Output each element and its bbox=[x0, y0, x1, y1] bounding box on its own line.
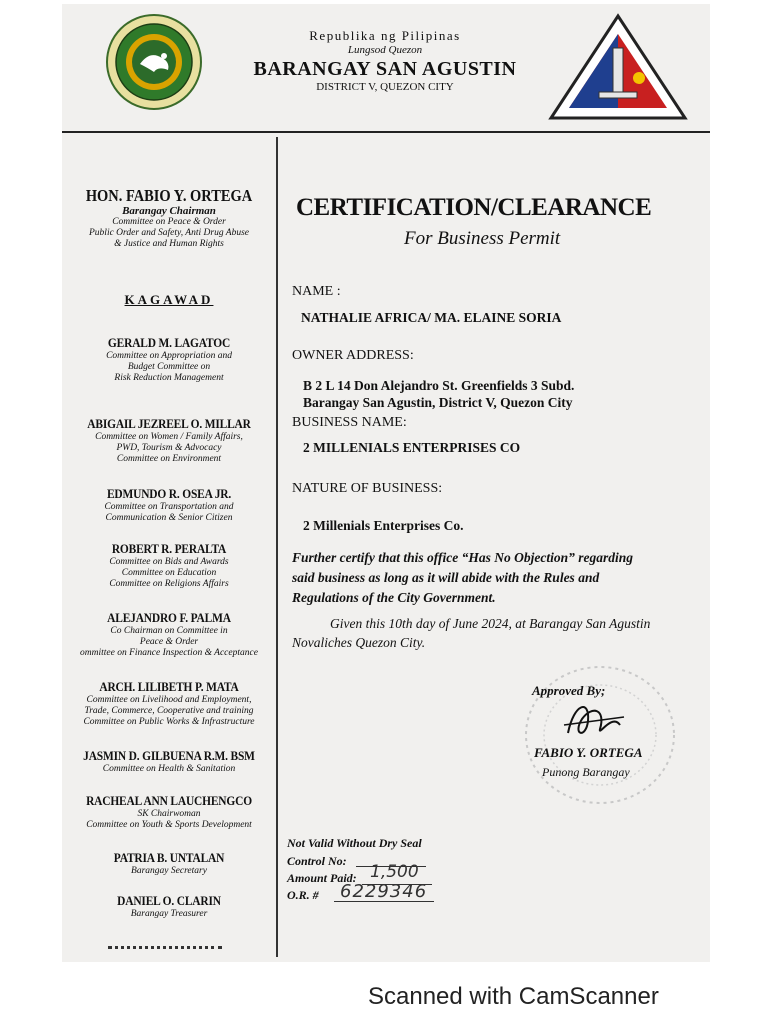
member-block bbox=[64, 793, 274, 831]
address-line-2: Barangay San Agustin, District V, Quezon City bbox=[303, 395, 573, 410]
certification-statement bbox=[292, 548, 633, 608]
chairman-title: Barangay Chairman bbox=[122, 205, 216, 217]
member-name: RACHEAL ANN LAUCHENGCO bbox=[86, 793, 252, 808]
header-divider bbox=[62, 131, 710, 133]
member-committee: Committee on Youth & Sports Development bbox=[86, 820, 252, 830]
nature-value: 2 Millenials Enterprises Co. bbox=[303, 518, 464, 533]
member-committee: Peace & Order bbox=[139, 637, 199, 647]
or-number-value: 6229346 bbox=[340, 881, 428, 902]
kagawad-heading: KAGAWAD bbox=[124, 292, 214, 307]
or-number-label: O.R. # bbox=[287, 888, 319, 902]
member-committee: Barangay Secretary bbox=[131, 866, 207, 876]
approved-by-label: Approved By; bbox=[532, 683, 606, 698]
signatory-title: Punong Barangay bbox=[542, 765, 630, 779]
member-block bbox=[64, 679, 274, 728]
member-committee: Committee on Women / Family Affairs, bbox=[95, 432, 243, 442]
chairman-committee: Public Order and Safety, Anti Drug Abuse bbox=[89, 228, 249, 238]
member-committee: Communication & Senior Citizen bbox=[105, 513, 233, 523]
member-committee: Committee on Transportation and bbox=[104, 502, 234, 512]
name-label: NAME : bbox=[292, 284, 341, 299]
dry-seal-notice: Not Valid Without Dry Seal bbox=[287, 836, 422, 850]
certify-line: Regulations of the City Government. bbox=[292, 590, 496, 605]
given-line-1: Given this 10th day of June 2024, at Barangay San Agustin bbox=[330, 616, 651, 631]
address-label: OWNER ADDRESS: bbox=[292, 348, 414, 363]
member-name: PATRIA B. UNTALAN bbox=[113, 850, 225, 865]
certify-line: Further certify that this office “Has No Objection” regarding bbox=[292, 550, 634, 565]
certify-line: said business as long as it will abide with the Rules and bbox=[292, 570, 600, 585]
member-name: GERALD M. LAGATOC bbox=[107, 335, 231, 350]
member-committee: Committee on Bids and Awards bbox=[109, 557, 229, 567]
control-no-label: Control No: bbox=[287, 854, 347, 868]
republic-line: Republika ng Pilipinas bbox=[309, 28, 461, 43]
member-block bbox=[64, 541, 274, 590]
chairman-block bbox=[64, 186, 274, 250]
business-name-value: 2 MILLENIALS ENTERPRISES CO bbox=[303, 440, 521, 455]
member-committee: Committee on Public Works & Infrastructure bbox=[83, 717, 255, 727]
member-committee: Barangay Treasurer bbox=[130, 909, 208, 919]
member-name: ALEJANDRO F. PALMA bbox=[107, 610, 231, 625]
member-committee: Committee on Environment bbox=[116, 454, 222, 464]
member-name: ROBERT R. PERALTA bbox=[111, 541, 227, 556]
member-name: JASMIN D. GILBUENA R.M. BSM bbox=[83, 748, 255, 763]
barangay-title: BARANGAY SAN AGUSTIN bbox=[253, 58, 517, 80]
member-block bbox=[64, 850, 274, 877]
chairman-committee: Committee on Peace & Order bbox=[112, 217, 226, 227]
member-name: DANIEL O. CLARIN bbox=[117, 893, 221, 908]
member-committee: Committee on Livelihood and Employment, bbox=[86, 695, 252, 705]
member-block bbox=[64, 486, 274, 524]
member-committee: ommittee on Finance Inspection & Acceptance bbox=[80, 648, 258, 658]
member-committee: Committee on Health & Sanitation bbox=[102, 764, 236, 774]
member-name: ABIGAIL JEZREEL O. MILLAR bbox=[87, 416, 251, 431]
member-committee: Committee on Education bbox=[121, 568, 217, 578]
member-committee: Budget Committee on bbox=[127, 362, 211, 372]
signatory-name: FABIO Y. ORTEGA bbox=[534, 745, 643, 760]
member-committee: Co Chairman on Committee in bbox=[110, 626, 228, 636]
sidebar-dotted-divider bbox=[108, 946, 222, 949]
or-underline bbox=[334, 901, 434, 902]
member-block bbox=[64, 416, 274, 465]
member-block bbox=[64, 335, 274, 384]
member-committee: PWD, Tourism & Advocacy bbox=[116, 443, 222, 453]
member-block bbox=[64, 893, 274, 920]
member-name: EDMUNDO R. OSEA JR. bbox=[106, 486, 232, 501]
member-committee: SK Chairwoman bbox=[137, 809, 201, 819]
member-committee: Risk Reduction Management bbox=[114, 373, 224, 383]
business-name-label: BUSINESS NAME: bbox=[292, 415, 407, 430]
certificate-title: CERTIFICATION/CLEARANCE bbox=[296, 194, 652, 221]
member-committee: Committee on Religions Affairs bbox=[109, 579, 229, 589]
chairman-committee: & Justice and Human Rights bbox=[114, 239, 224, 249]
nature-label: NATURE OF BUSINESS: bbox=[292, 481, 443, 496]
signature-icon bbox=[560, 695, 630, 745]
member-block bbox=[64, 748, 274, 775]
barangay-seal-icon bbox=[104, 12, 204, 112]
member-block bbox=[64, 610, 274, 659]
camscanner-watermark: Scanned with CamScanner bbox=[368, 983, 659, 1010]
member-committee: Committee on Appropriation and bbox=[106, 351, 232, 361]
amount-paid-value: 1,500 bbox=[370, 862, 419, 882]
column-divider bbox=[276, 137, 278, 957]
member-committee: Trade, Commerce, Cooperative and training bbox=[84, 706, 254, 716]
amount-paid-label: Amount Paid: bbox=[287, 871, 357, 885]
address-line-1: B 2 L 14 Don Alejandro St. Greenfields 3 Subd. bbox=[303, 378, 575, 393]
certificate-subtitle: For Business Permit bbox=[404, 228, 561, 249]
member-name: ARCH. LILIBETH P. MATA bbox=[99, 679, 239, 694]
district-line: DISTRICT V, QUEZON CITY bbox=[316, 81, 454, 93]
given-line-2: Novaliches Quezon City. bbox=[292, 635, 426, 650]
chairman-name: HON. FABIO Y. ORTEGA bbox=[85, 186, 253, 205]
quezon-city-seal-icon bbox=[547, 12, 689, 124]
city-line: Lungsod Quezon bbox=[347, 44, 423, 56]
name-value: NATHALIE AFRICA/ MA. ELAINE SORIA bbox=[301, 310, 562, 325]
